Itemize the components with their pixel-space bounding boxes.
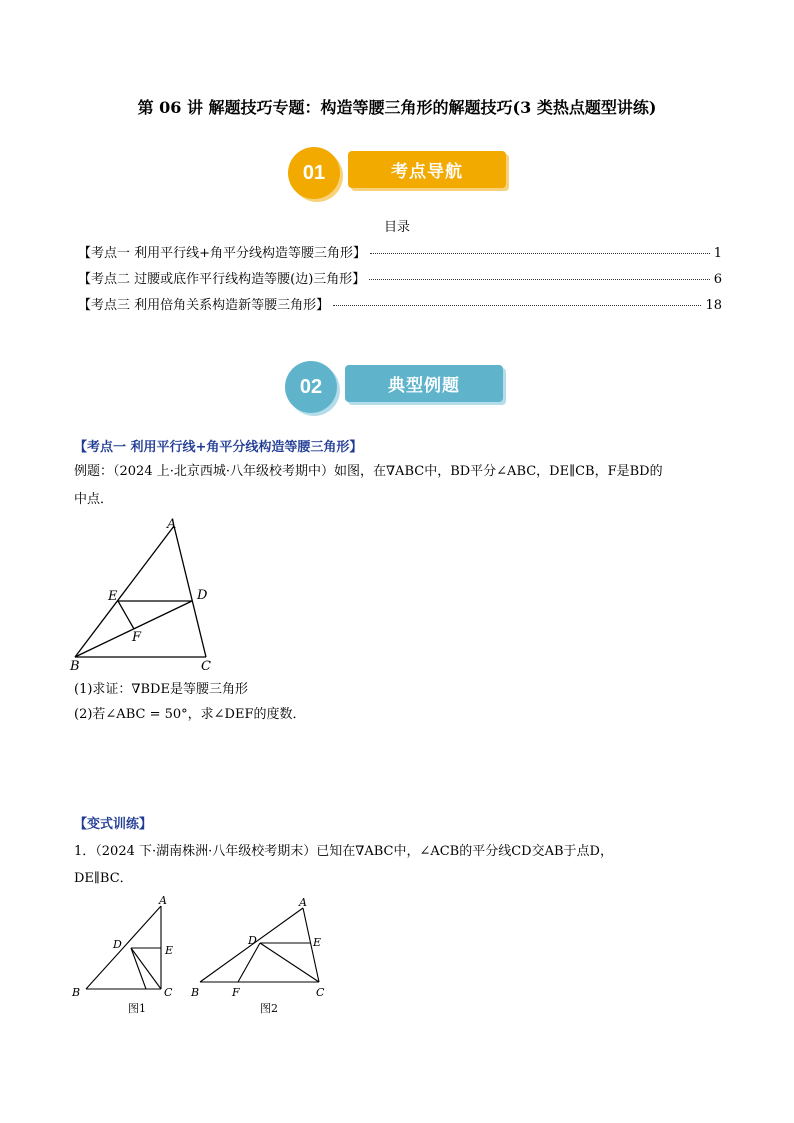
- toc-item-page: 6: [713, 272, 722, 287]
- label-F: F: [132, 630, 142, 645]
- practice-statement-line2: DE∥BC．: [74, 871, 133, 886]
- label-F: F: [232, 986, 240, 999]
- segment-DC: [260, 943, 319, 982]
- banner-label: 考点导航: [348, 151, 506, 188]
- toc-item-page: 18: [705, 298, 722, 313]
- geometry-figure-2: [186, 892, 336, 1017]
- question-1: (1)求证：∇BDE是等腰三角形: [74, 682, 248, 697]
- toc-title: 目录: [383, 220, 410, 235]
- practice-heading: 【变式训练】: [74, 817, 153, 832]
- label-A: A: [299, 896, 307, 909]
- section-heading: 【考点一 利用平行线+角平分线构造等腰三角形】: [74, 440, 363, 455]
- label-E: E: [313, 936, 322, 949]
- segment-DF: [238, 943, 260, 982]
- label-D: D: [248, 934, 257, 947]
- banner-number: 02: [285, 361, 337, 413]
- label-C: C: [201, 659, 211, 674]
- figure-caption: 图1: [128, 1002, 146, 1015]
- toc-item-page: 1: [713, 246, 722, 261]
- label-D: D: [197, 588, 208, 603]
- toc-leader-dots: [333, 305, 701, 306]
- example-statement-line2: 中点．: [74, 492, 114, 507]
- toc-item[interactable]: [78, 294, 722, 320]
- toc-item[interactable]: [78, 242, 722, 268]
- label-E: E: [108, 589, 118, 604]
- figure-caption: 图2: [260, 1002, 278, 1015]
- toc-leader-dots: [369, 279, 709, 280]
- table-of-contents: [78, 242, 722, 320]
- label-C: C: [164, 986, 173, 999]
- question-2: (2)若∠ABC = 50°，求∠DEF的度数．: [74, 707, 306, 722]
- toc-item-label: 【考点三 利用倍角关系构造新等腰三角形】: [78, 298, 330, 313]
- example-statement-line1: 例题：（2024 上·北京西城·八年级校考期中）如图，在∇ABC中，BD平分∠ABC，DE∥CB，F是BD的: [74, 464, 663, 479]
- toc-item-label: 【考点一 利用平行线+角平分线构造等腰三角形】: [78, 246, 367, 261]
- label-A: A: [167, 517, 177, 532]
- toc-leader-dots: [370, 253, 710, 254]
- segment-EF: [118, 601, 134, 629]
- label-B: B: [191, 986, 200, 999]
- geometry-figure-1: [66, 892, 186, 1017]
- segment-DC: [131, 948, 161, 989]
- label-A: A: [159, 894, 167, 907]
- label-E: E: [165, 944, 174, 957]
- page-title: 第 06 讲 解题技巧专题：构造等腰三角形的解题技巧(3 类热点题型讲练): [137, 98, 657, 117]
- label-B: B: [72, 986, 81, 999]
- geometry-figure-main: [60, 510, 240, 680]
- toc-item-label: 【考点二 过腰或底作平行线构造等腰(边)三角形】: [78, 272, 366, 287]
- label-D: D: [113, 938, 122, 951]
- label-B: B: [70, 659, 80, 674]
- label-C: C: [316, 986, 325, 999]
- toc-item[interactable]: [78, 268, 722, 294]
- segment-inner: [131, 948, 146, 989]
- practice-statement-line1: 1．（2024 下·湖南株洲·八年级校考期末）已知在∇ABC中，∠ACB的平分线CD交AB于点D，: [74, 844, 613, 859]
- banner-number: 01: [288, 147, 340, 199]
- banner-label: 典型例题: [345, 365, 503, 402]
- segment-AB: [75, 526, 174, 657]
